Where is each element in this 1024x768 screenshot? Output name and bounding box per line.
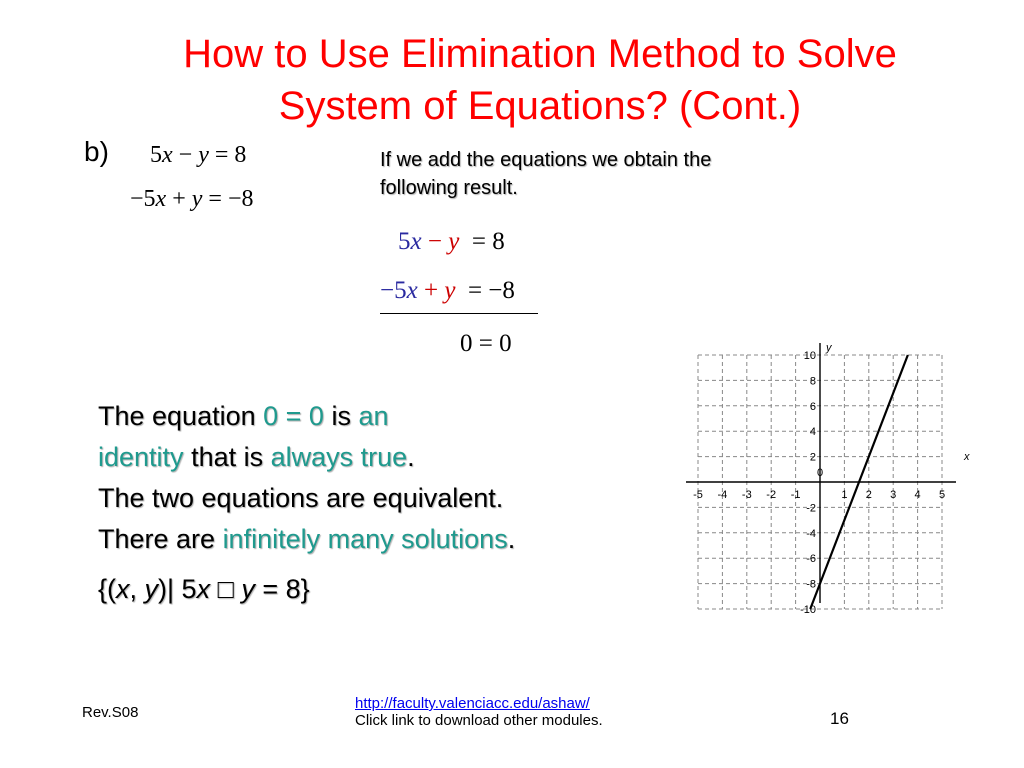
- x-tick-label: -5: [693, 489, 703, 501]
- exp-h3: identity: [98, 442, 184, 472]
- set-open: {(: [98, 574, 117, 604]
- x-tick-label: 2: [865, 489, 872, 501]
- y-tick-label: 8: [809, 375, 816, 388]
- sum1-eq: =: [471, 228, 486, 255]
- note-line-2: following result.: [380, 177, 518, 199]
- x-tick-label: 5: [938, 489, 946, 501]
- eq2-x: x: [155, 186, 167, 212]
- eq1-eq: =: [214, 142, 229, 168]
- note-line-1: If we add the equations we obtain the: [380, 149, 712, 171]
- page-number: 16: [830, 709, 849, 728]
- exp-t3: that is: [183, 442, 271, 472]
- explanation-line-3: The two equations are equivalent.: [98, 483, 504, 513]
- sum1-x: x: [410, 228, 422, 255]
- eq1-x: x: [162, 142, 173, 168]
- y-tick-label: 4: [809, 426, 816, 439]
- sum1-y: y: [448, 228, 460, 255]
- system-equation-1: [150, 142, 246, 169]
- exp-t6: .: [507, 524, 516, 554]
- sum2-x: x: [406, 277, 418, 304]
- x-tick-label: -1: [790, 489, 801, 501]
- modules-link[interactable]: http://faculty.valenciacc.edu/ashaw/: [355, 695, 590, 712]
- set-x2: x: [196, 574, 211, 604]
- exp-t5: There are: [98, 524, 223, 554]
- set-y2: y: [241, 574, 255, 604]
- sum2-rhs: −8: [488, 277, 515, 304]
- sum1-coef: 5: [398, 228, 411, 255]
- y-tick-label: -8: [806, 578, 816, 591]
- eq1-rhs: 8: [234, 142, 247, 168]
- x-tick-label: -4: [717, 489, 728, 501]
- exp-t4: .: [407, 442, 415, 472]
- sum-row-1: [398, 228, 505, 256]
- set-end: = 8}: [254, 574, 310, 604]
- x-axis-label: x: [964, 451, 970, 463]
- x-tick-label: 1: [841, 489, 848, 501]
- eq2-op: +: [172, 186, 186, 212]
- eq2-rhs: −8: [227, 186, 254, 212]
- slide-title: [90, 28, 990, 132]
- sum2-op: +: [423, 277, 439, 304]
- link-note: Click link to download other modules.: [355, 712, 603, 729]
- set-glyph: □: [210, 574, 242, 604]
- eq2-y: y: [191, 186, 203, 212]
- explanation-line-4: [98, 519, 658, 560]
- eq2-coef: −5: [130, 186, 156, 212]
- y-tick-label: -6: [806, 553, 816, 566]
- x-tick-label: -2: [766, 489, 777, 501]
- exp-h5: infinitely many solutions: [222, 524, 508, 554]
- explanation-line-1: [98, 396, 658, 437]
- exp-t2: is: [323, 401, 359, 431]
- set-y: y: [144, 574, 159, 604]
- x-tick-label: 4: [914, 489, 921, 501]
- sum-row-2: [380, 277, 515, 305]
- solution-set: [98, 574, 310, 605]
- sum1-op: −: [427, 228, 442, 255]
- eq1-coef: 5: [150, 142, 162, 168]
- explanation-line-2: [98, 437, 658, 478]
- eq2-eq: =: [208, 186, 222, 212]
- explanation: [98, 396, 658, 560]
- exp-h2: an: [358, 401, 389, 431]
- exp-h4: always true: [270, 442, 408, 472]
- addition-note: [380, 146, 820, 202]
- eq1-y: y: [198, 142, 209, 168]
- set-mid: )| 5: [158, 574, 197, 604]
- set-x: x: [116, 574, 130, 604]
- title-line-2: System of Equations? (Cont.): [278, 84, 802, 128]
- x-tick-label: 3: [890, 489, 897, 501]
- exp-t1: The equation: [98, 401, 264, 431]
- y-tick-label: -10: [800, 604, 816, 616]
- sum2-coef: −5: [380, 277, 407, 304]
- revision-label: Rev.S08: [82, 704, 139, 721]
- system-equation-2: [130, 186, 254, 213]
- exp-identity-equation: 0 = 0: [263, 401, 324, 431]
- y-axis-label: y: [826, 342, 832, 354]
- y-tick-label: 10: [803, 350, 816, 362]
- y-tick-label: 6: [809, 400, 816, 413]
- x-tick-label: 0: [816, 467, 824, 479]
- part-label: b): [84, 136, 109, 167]
- y-tick-label: 2: [809, 451, 816, 464]
- eq1-op: −: [178, 142, 193, 168]
- sum2-eq: =: [467, 277, 483, 304]
- y-tick-label: -2: [806, 502, 816, 515]
- line-graph: [680, 340, 980, 630]
- sum-divider: [380, 313, 538, 314]
- y-tick-label: -4: [806, 527, 816, 540]
- footer-link-block: [355, 695, 603, 729]
- x-tick-label: -3: [741, 489, 752, 501]
- set-comma: ,: [129, 574, 145, 604]
- title-line-1: How to Use Elimination Method to Solve: [183, 32, 897, 76]
- sum-result: 0 = 0: [460, 330, 512, 357]
- sum2-y: y: [444, 277, 456, 304]
- sum1-rhs: 8: [492, 228, 505, 255]
